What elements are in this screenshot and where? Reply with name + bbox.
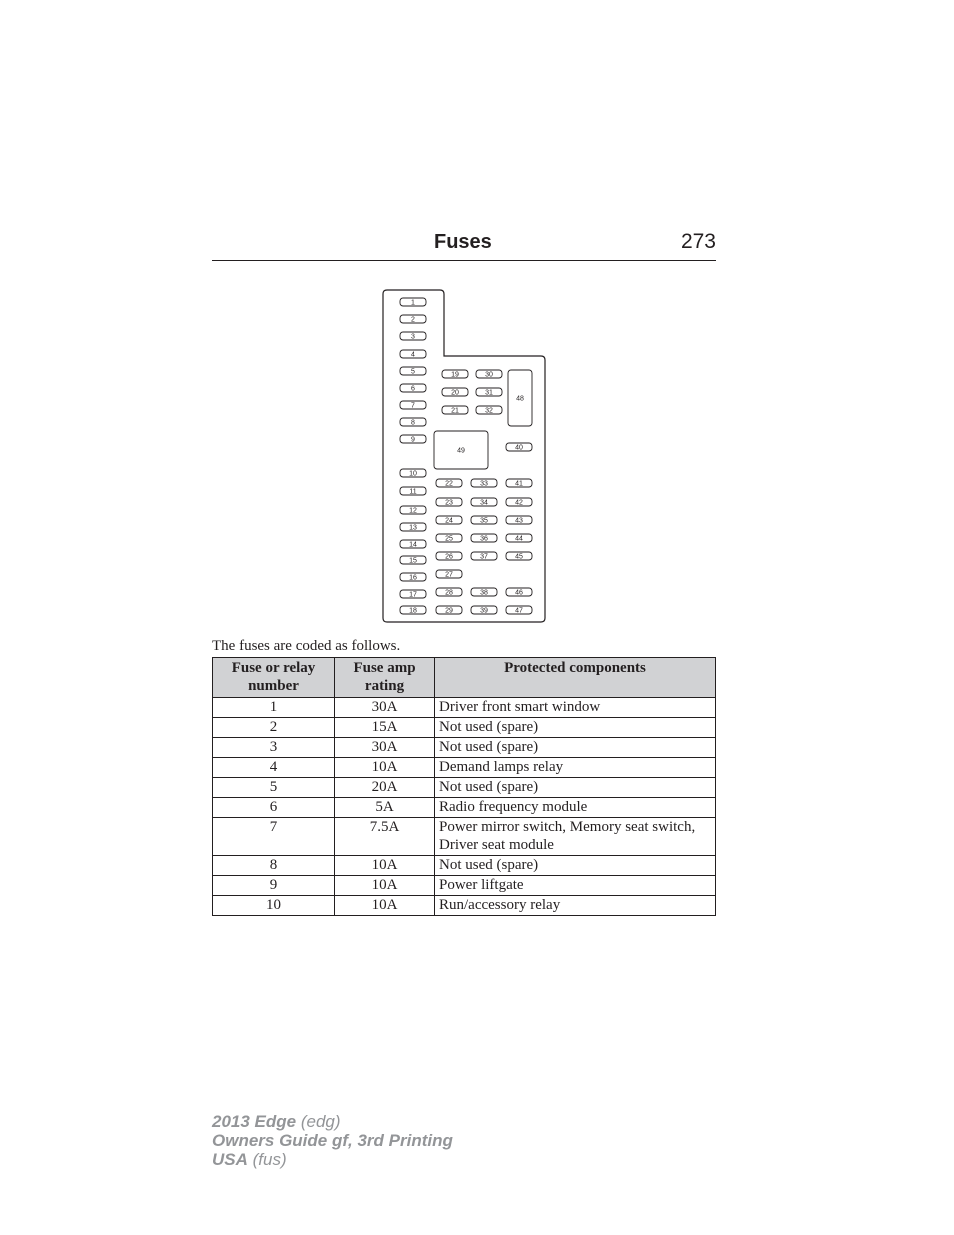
fuse-6-label: 6 (411, 385, 415, 393)
fuse-43-label: 43 (515, 517, 523, 525)
fuse-46-label: 46 (515, 589, 523, 597)
fuse-24-label: 24 (445, 517, 453, 525)
fuse-39-label: 39 (480, 607, 488, 615)
amp-rating-cell: 10A (335, 856, 435, 876)
fuse-6 (400, 384, 426, 392)
fuse-18-label: 18 (409, 607, 417, 615)
fuse-35 (471, 516, 497, 524)
fuse-9 (400, 435, 426, 443)
fuse-22 (436, 479, 462, 487)
component-cell: Not used (spare) (435, 856, 716, 876)
table-row (213, 738, 716, 758)
fuse-8-label: 8 (411, 419, 415, 427)
component-cell: Demand lamps relay (435, 758, 716, 778)
fuse-44-label: 44 (515, 535, 523, 543)
intro-text: The fuses are coded as follows. (212, 638, 401, 654)
fuse-15-label: 15 (409, 557, 417, 565)
fuse-39 (471, 606, 497, 614)
fuse-46 (506, 588, 532, 596)
footer-market: USA (212, 1150, 248, 1169)
fuse-14-label: 14 (409, 541, 417, 549)
fuse-34 (471, 498, 497, 506)
fuse-38 (471, 588, 497, 596)
amp-rating-cell: 5A (335, 798, 435, 818)
page-title: Fuses (434, 231, 492, 253)
amp-rating-cell: 10A (335, 876, 435, 896)
fuse-7 (400, 401, 426, 409)
fuse-number-cell: 5 (213, 778, 335, 798)
footer-guide: Owners Guide gf, 3rd Printing (212, 1131, 453, 1150)
fuse-7-label: 7 (411, 402, 415, 410)
fuse-25-label: 25 (445, 535, 453, 543)
fuse-47 (506, 606, 532, 614)
fuse-30-label: 30 (485, 371, 493, 379)
relay-48 (508, 370, 532, 426)
component-cell: Not used (spare) (435, 738, 716, 758)
fuse-8 (400, 418, 426, 426)
fuse-28-label: 28 (445, 589, 453, 597)
fuse-31 (476, 388, 502, 396)
fuse-10-label: 10 (409, 470, 417, 478)
component-cell: Not used (spare) (435, 718, 716, 738)
fuse-41 (506, 479, 532, 487)
fuse-number-cell: 1 (213, 698, 335, 718)
fuse-14 (400, 540, 426, 548)
fuse-19 (442, 370, 468, 378)
fuse-13 (400, 523, 426, 531)
table-header-row (213, 658, 716, 698)
fuse-17 (400, 590, 426, 598)
fuse-23 (436, 498, 462, 506)
fuse-28 (436, 588, 462, 596)
fuse-23-label: 23 (445, 499, 453, 507)
header-protected-components: Protected components (435, 658, 716, 698)
fuse-43 (506, 516, 532, 524)
fuse-20 (442, 388, 468, 396)
amp-rating-cell: 10A (335, 758, 435, 778)
fuse-35-label: 35 (480, 517, 488, 525)
fuse-37-label: 37 (480, 553, 488, 561)
amp-rating-cell: 10A (335, 896, 435, 916)
component-cell: Run/accessory relay (435, 896, 716, 916)
amp-rating-cell: 20A (335, 778, 435, 798)
fuse-42 (506, 498, 532, 506)
fuse-31-label: 31 (485, 389, 493, 397)
fuse-22-label: 22 (445, 480, 453, 488)
fuse-15 (400, 556, 426, 564)
component-cell: Power mirror switch, Memory seat switch, Driver seat module (435, 818, 716, 856)
fuse-30 (476, 370, 502, 378)
fuse-11-label: 11 (409, 488, 417, 496)
footer-line-3 (212, 1150, 453, 1169)
fuse-45 (506, 552, 532, 560)
component-cell: Not used (spare) (435, 778, 716, 798)
fuse-12 (400, 506, 426, 514)
fuse-table (212, 657, 716, 916)
component-cell: Driver front smart window (435, 698, 716, 718)
fuse-32-label: 32 (485, 407, 493, 415)
table-row (213, 758, 716, 778)
document-footer (212, 1112, 453, 1169)
fuse-5 (400, 367, 426, 375)
fuse-37 (471, 552, 497, 560)
fuse-number-cell: 9 (213, 876, 335, 896)
fuse-18 (400, 606, 426, 614)
fuse-number-cell: 3 (213, 738, 335, 758)
table-row (213, 778, 716, 798)
fuse-17-label: 17 (409, 591, 417, 599)
fuse-9-label: 9 (411, 436, 415, 444)
table-row (213, 818, 716, 856)
fuse-1-label: 1 (411, 299, 415, 307)
footer-market-code: (fus) (252, 1150, 287, 1169)
fuse-29 (436, 606, 462, 614)
fuse-2 (400, 315, 426, 323)
fuse-12-label: 12 (409, 507, 417, 515)
fuse-27 (436, 570, 462, 578)
fuse-34-label: 34 (480, 499, 488, 507)
fuse-11 (400, 487, 426, 495)
component-cell: Power liftgate (435, 876, 716, 896)
fuse-number-cell: 4 (213, 758, 335, 778)
fuse-29-label: 29 (445, 607, 453, 615)
fuse-1 (400, 298, 426, 306)
fuse-4-label: 4 (411, 351, 415, 359)
footer-model: 2013 Edge (212, 1112, 297, 1131)
table-row (213, 856, 716, 876)
fuse-number-cell: 6 (213, 798, 335, 818)
fuse-13-label: 13 (409, 524, 417, 532)
amp-rating-cell: 7.5A (335, 818, 435, 856)
page-number: 273 (680, 230, 716, 253)
header-fuse-number: Fuse or relay number (213, 658, 335, 698)
fuse-36 (471, 534, 497, 542)
fuse-26 (436, 552, 462, 560)
fuse-32 (476, 406, 502, 414)
fuse-26-label: 26 (445, 553, 453, 561)
table-row (213, 876, 716, 896)
fuse-19-label: 19 (451, 371, 459, 379)
table-row (213, 698, 716, 718)
table-row (213, 798, 716, 818)
fuse-10 (400, 469, 426, 477)
fuse-27-label: 27 (445, 571, 453, 579)
fuse-36-label: 36 (480, 535, 488, 543)
fuse-41-label: 41 (515, 480, 523, 488)
fuse-21-label: 21 (451, 407, 459, 415)
fuse-5-label: 5 (411, 368, 415, 376)
amp-rating-cell: 15A (335, 718, 435, 738)
fuse-4 (400, 350, 426, 358)
fuse-3 (400, 332, 426, 340)
fuse-33 (471, 479, 497, 487)
fuse-panel-svg (378, 288, 550, 628)
header-amp-rating: Fuse amp rating (335, 658, 435, 698)
relay-49-label: 49 (457, 447, 465, 455)
component-cell: Radio frequency module (435, 798, 716, 818)
page-header (212, 228, 716, 261)
fuse-number-cell: 10 (213, 896, 335, 916)
fuse-21 (442, 406, 468, 414)
fuse-number-cell: 7 (213, 818, 335, 856)
relay-48-label: 48 (516, 395, 524, 403)
relay-49 (434, 431, 488, 469)
fuse-24 (436, 516, 462, 524)
fuse-42-label: 42 (515, 499, 523, 507)
amp-rating-cell: 30A (335, 698, 435, 718)
fuse-40-label: 40 (515, 444, 523, 452)
fuse-20-label: 20 (451, 389, 459, 397)
fuse-number-cell: 2 (213, 718, 335, 738)
footer-line-2 (212, 1131, 453, 1150)
fuse-44 (506, 534, 532, 542)
table-row (213, 718, 716, 738)
table-row (213, 896, 716, 916)
fuse-38-label: 38 (480, 589, 488, 597)
footer-line-1 (212, 1112, 453, 1131)
fuse-number-cell: 8 (213, 856, 335, 876)
fuse-25 (436, 534, 462, 542)
fuse-33-label: 33 (480, 480, 488, 488)
fuse-16-label: 16 (409, 574, 417, 582)
fuse-45-label: 45 (515, 553, 523, 561)
fuse-3-label: 3 (411, 333, 415, 341)
fuse-panel-diagram (378, 288, 550, 628)
amp-rating-cell: 30A (335, 738, 435, 758)
footer-model-code: (edg) (300, 1112, 341, 1131)
fuse-40 (506, 443, 532, 451)
fuse-47-label: 47 (515, 607, 523, 615)
fuse-16 (400, 573, 426, 581)
fuse-2-label: 2 (411, 316, 415, 324)
